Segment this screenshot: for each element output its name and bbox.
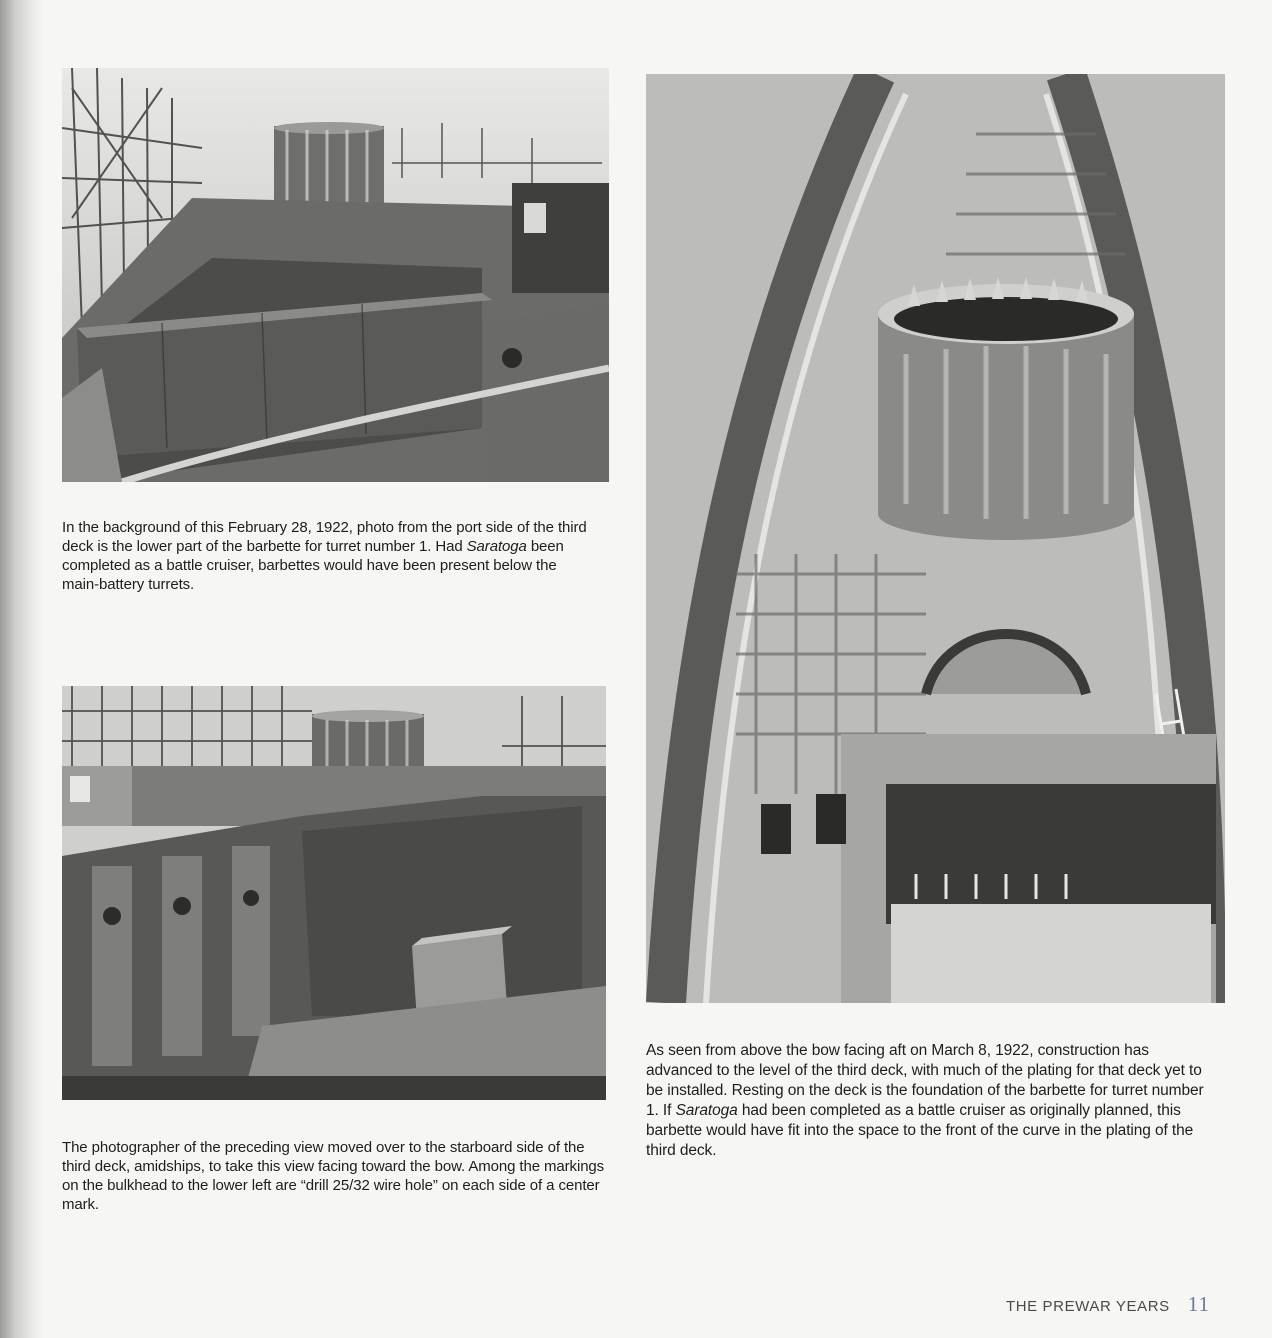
caption-right-text-end: had been completed as a battle cruiser as originally planned, this barbette would have fit into the space to the front of the curve in the plating of the third deck. [646, 1102, 1194, 1159]
ship-name-italic-right: Saratoga [675, 1102, 738, 1119]
photo-starboard-amidships [62, 686, 606, 1100]
page-number: 11 [1187, 1292, 1210, 1316]
caption-top-left-text: In the background of this February 28, 1922, photo from the port side of the third deck is the lower part of the barbette for turret number 1. Had [62, 519, 587, 555]
photo-bow-facing-aft [646, 74, 1225, 1003]
caption-top-left [62, 518, 592, 594]
photo-barbette-port-side [62, 68, 609, 482]
page-gutter-shadow [0, 0, 44, 1338]
caption-bottom-left: The photographer of the preceding view moved over to the starboard side of the third deck, amidships, to take this view facing toward the bow. Among the markings on the bulkhead to the lower left are “drill 25/32 wire hole” on each side of a center mark. [62, 1139, 605, 1213]
running-footer-section-title: THE PREWAR YEARS [1005, 1298, 1170, 1315]
caption-right-text: As seen from above the bow facing aft on March 8, 1922, construction has advanced to the level of the third deck, with much of the plating for that deck yet to be installed. Resting on the deck is the foundation of the barbette for turret number 1. If [646, 1042, 1204, 1119]
ship-name-italic: Saratoga [466, 538, 527, 555]
caption-top-left-text-end: been completed as a battle cruiser, barbettes would have been present below the main-battery turrets. [62, 538, 564, 593]
caption-right [646, 1041, 1206, 1161]
page-footer [1006, 1292, 1210, 1317]
